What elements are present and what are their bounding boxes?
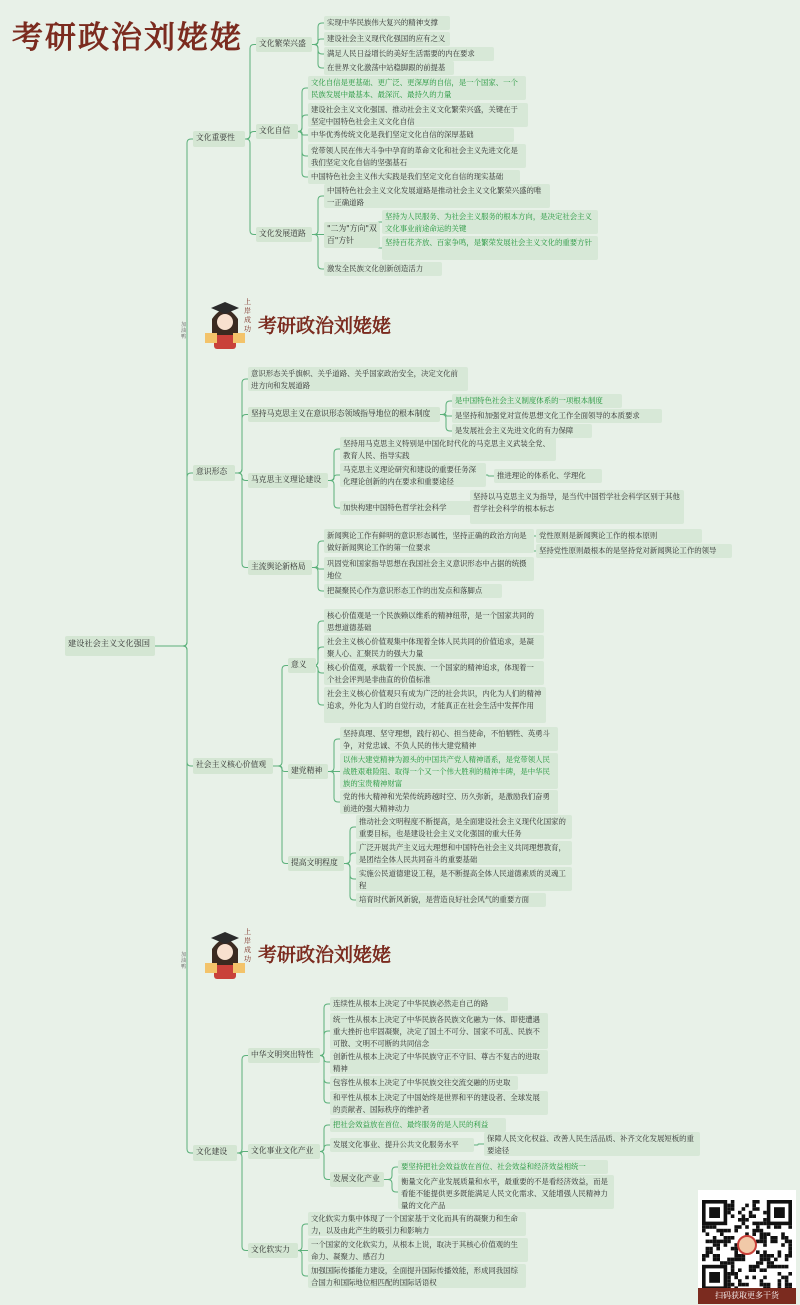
node-s1: 文化重要性 [193,131,245,147]
node-s3a1: 核心价值观是一个民族赖以维系的精神纽带，是一个国家共同的思想道德基础 [324,609,544,633]
node-s2b3: 是发展社会主义先进文化的有力保障 [452,424,592,438]
node-s4b3b: 衡量文化产业发展质量和水平，最重要的不是看经济效益，而是看能不能提供更多既能满足人民文化需求、又能增强人民精神力量的文化产品 [398,1175,614,1209]
node-s1c1: 中国特色社会主义文化发展道路是推动社会主义文化繁荣兴盛的唯一正确道路 [324,184,550,208]
connector [235,415,248,474]
connector [384,1167,398,1180]
connector [312,45,324,69]
node-s2d: 主流舆论新格局 [248,560,312,575]
connector [328,481,340,509]
node-s4c: 文化软实力 [248,1243,298,1258]
root-node: 建设社会主义文化强国 [65,636,155,656]
connector [298,115,308,132]
connector [245,139,256,235]
node-s4b3: 发展文化产业 [330,1172,384,1187]
node-s1a2: 建设社会主义现代化强国的应有之义 [324,32,450,46]
node-s3c3: 实施公民道德建设工程，是不断提高全体人民道德素质的灵魂工程 [356,867,572,891]
connector [155,473,193,646]
connector [312,196,324,235]
node-s3c2: 广泛开展共产主义远大理想和中国特色社会主义共同理想教育，是团结全体人民共同奋斗的重要基础 [356,841,572,865]
connector [320,1125,330,1152]
node-s2d3: 把凝聚民心作为意识形态工作的出发点和落脚点 [324,584,502,598]
node-s1b2: 建设社会主义文化强国、推动社会主义文化繁荣兴盛，关键在于坚定中国特色社会主义文化自信 [308,103,528,127]
node-s2c: 马克思主义理论建设 [248,473,328,488]
node-s4b2: 发展文化事业、提升公共文化服务水平 [330,1138,474,1152]
connector [440,401,452,415]
node-s1c2b: 坚持百花齐放、百家争鸣，是繁荣发展社会主义文化的重要方针 [382,236,598,260]
node-s2c1: 坚持用马克思主义特别是中国化时代化的马克思主义武装全党、教育人民、指导实践 [340,437,556,461]
connector [440,415,452,432]
node-s1b5: 中国特色社会主义伟大实践是我们坚定文化自信的现实基础 [308,170,520,184]
avatar-tag: 上岸成功 [244,928,251,963]
connector [273,666,288,767]
connector [320,1056,330,1104]
connector [344,864,356,901]
connector [298,88,308,132]
connector [328,772,340,803]
node-s3a4: 社会主义核心价值观只有成为广泛的社会共识，内化为人们的精神追求，外化为人们的自觉行动，才能真正在社会生活中发挥作用 [324,687,546,723]
node-s3b: 建党精神 [288,764,328,779]
node-s3a2: 社会主义核心价值观集中体现着全体人民共同的价值追求，是凝聚人心、汇聚民力的强大力量 [324,635,544,659]
node-s2a: 意识形态关乎旗帜、关乎道路、关乎国家政治安全，决定文化前进方向和发展道路 [248,367,468,391]
node-s2: 意识形态 [193,465,235,481]
node-s2c3: 加快构建中国特色哲学社会科学 [340,501,484,515]
node-s2c2a: 推进理论的体系化、学理化 [494,469,602,483]
connector [312,235,324,270]
node-s4a2: 统一性从根本上决定了中华民族各民族文化融为一体、即使遭遇重大挫折也牢固凝聚，决定了国土不可分、国家不可乱、民族不可散、文明不可断的共同信念 [330,1013,548,1049]
connector [155,646,193,1153]
connector [298,1224,308,1251]
connector [384,1180,398,1193]
connector [312,39,324,45]
watermark-title: 考研政治刘姥姥 [258,944,392,966]
node-s1b: 文化自信 [256,124,298,139]
connector [320,1145,330,1152]
node-s4a5: 和平性从根本上决定了中国始终是世界和平的建设者、全球发展的贡献者、国际秩序的维护者 [330,1091,548,1115]
connector [344,853,356,864]
avatar-side-text: 加油鸭 [181,322,187,340]
node-s3a3: 核心价值观，承载着一个民族、一个国家的精神追求，体现着一个社会评判是非曲直的价值标准 [324,661,544,685]
node-s1c3: 激发全民族文化创新创造活力 [324,262,442,276]
qr-caption: 扫码获取更多干货 [698,1288,796,1304]
node-s2b2: 是坚持和加强党对宣传思想文化工作全面领导的本质要求 [452,409,662,423]
node-s1c2: "二为"方向"双百"方针 [324,222,380,248]
node-s4a4: 包容性从根本上决定了中华民族交往交流交融的历史取 [330,1076,518,1090]
page-title: 考研政治刘姥姥 [12,20,243,56]
connector [237,1153,248,1251]
connector [320,1056,330,1063]
node-s4: 文化建设 [193,1145,237,1161]
node-s4b3a: 要坚持把社会效益放在首位、社会效益和经济效益相统一 [398,1160,608,1174]
connector [320,1056,330,1084]
node-s1a: 文化繁荣兴盛 [256,37,312,52]
connector [245,45,256,140]
node-s1c2a: 坚持为人民服务、为社会主义服务的根本方向，是决定社会主义文化事业前途命运的关键 [382,210,598,234]
node-s3b1: 坚持真理、坚守理想，践行初心、担当使命，不怕牺牲、英勇斗争，对党忠诚、不负人民的伟大建党精神 [340,727,558,751]
node-s4b2a: 保障人民文化权益、改善人民生活品质、补齐文化发展短板的重要途径 [484,1132,700,1156]
avatar-tag: 上岸成功 [244,298,251,333]
connector [328,475,340,481]
node-s2b1: 是中国特色社会主义制度体系的一项根本制度 [452,394,622,408]
connector [312,568,324,592]
connector [474,1144,484,1145]
connector [320,1004,330,1056]
node-s1b3: 中华优秀传统文化是我们坚定文化自信的深厚基础 [308,128,514,142]
node-s1a3: 满足人民日益增长的美好生活需要的内在要求 [324,47,494,61]
node-s2d2: 巩固党和国家指导思想在我国社会主义意识形态中占据的统摄地位 [324,557,534,581]
node-s4a: 中华文明突出特性 [248,1048,320,1063]
node-s2c2: 马克思主义理论研究和建设的重要任务深化理论创新的内在要求和重要途径 [340,463,486,487]
node-s1b4: 党带领人民在伟大斗争中孕育的革命文化和社会主义先进文化是我们坚定文化自信的坚强基石 [308,144,526,168]
node-s3c: 提高文明程度 [288,856,344,871]
connector [320,1152,330,1180]
connector [320,1031,330,1056]
connector [237,1056,248,1154]
connector [298,1251,308,1277]
qr-code-icon[interactable] [698,1190,796,1300]
node-s2c3a: 坚持以马克思主义为指导，是当代中国哲学社会科学区别于其他哲学社会科学的根本标志 [470,490,684,524]
connector [245,132,256,140]
node-s4b1: 把社会效益放在首位、最终服务的是人民的利益 [330,1118,506,1132]
node-s1c: 文化发展道路 [256,227,312,242]
node-s3c1: 推动社会文明程度不断提高，是全面建设社会主义现代化国家的重要目标，也是建设社会主义文化强国的重大任务 [356,815,572,839]
node-s1b1: 文化自信是更基础、更广泛、更深厚的自信，是一个国家、一个民族发展中最基本、最深沉、最持久的力量 [308,76,526,100]
node-s2d1a: 党性原则是新闻舆论工作的根本原则 [536,529,702,543]
node-s2d1b: 坚持党性原则最根本的是坚持党对新闻舆论工作的领导 [536,544,732,558]
connector [312,541,324,568]
node-s4c3: 加强国际传播能力建设，全面提升国际传播效能，形成同我国综合国力和国际地位相匹配的国际话语权 [308,1264,526,1288]
connector [486,475,494,476]
node-s3: 社会主义核心价值观 [193,758,273,774]
node-s4b: 文化事业文化产业 [248,1144,320,1159]
node-s4a3: 创新性从根本上决定了中华民族守正不守旧、尊古不复古的进取精神 [330,1050,548,1074]
watermark-title: 考研政治刘姥姥 [258,315,392,337]
connector [328,739,340,772]
node-s3c4: 培育时代新风新貌，是营造良好社会风气的重要方面 [356,893,546,907]
node-s4c2: 一个国家的文化软实力，从根本上说，取决于其核心价值观的生命力、凝聚力、感召力 [308,1238,528,1262]
node-s3b2: 以伟大建党精神为源头的中国共产党人精神谱系，是党带领人民战胜艰难险阻、取得一个又一个伟大胜利的精神丰碑，是中华民族的宝贵精神财富 [340,753,558,789]
node-s2d1: 新闻舆论工作有鲜明的意识形态属性，坚持正确的政治方向是做好新闻舆论工作的第一位要求 [324,529,534,553]
node-s4a1: 连续性从根本上决定了中华民族必然走自己的路 [330,997,508,1011]
node-s3b3: 党的伟大精神和光荣传统跨越时空、历久弥新，是激励我们奋勇前进的强大精神动力 [340,790,558,814]
node-s3a: 意义 [288,658,316,673]
avatar-side-text: 加油鸭 [181,952,187,970]
node-s4c1: 文化软实力集中体现了一个国家基于文化而具有的凝聚力和生命力，以及由此产生的吸引力和影响力 [308,1212,526,1236]
connector [273,766,288,864]
node-s1a1: 实现中华民族伟大复兴的精神支撑 [324,16,450,30]
node-s1a4: 在世界文化激荡中站稳脚跟的前提基 [324,61,454,75]
connector [235,473,248,568]
node-s2b: 坚持马克思主义在意识形态领域指导地位的根本制度 [248,407,440,422]
